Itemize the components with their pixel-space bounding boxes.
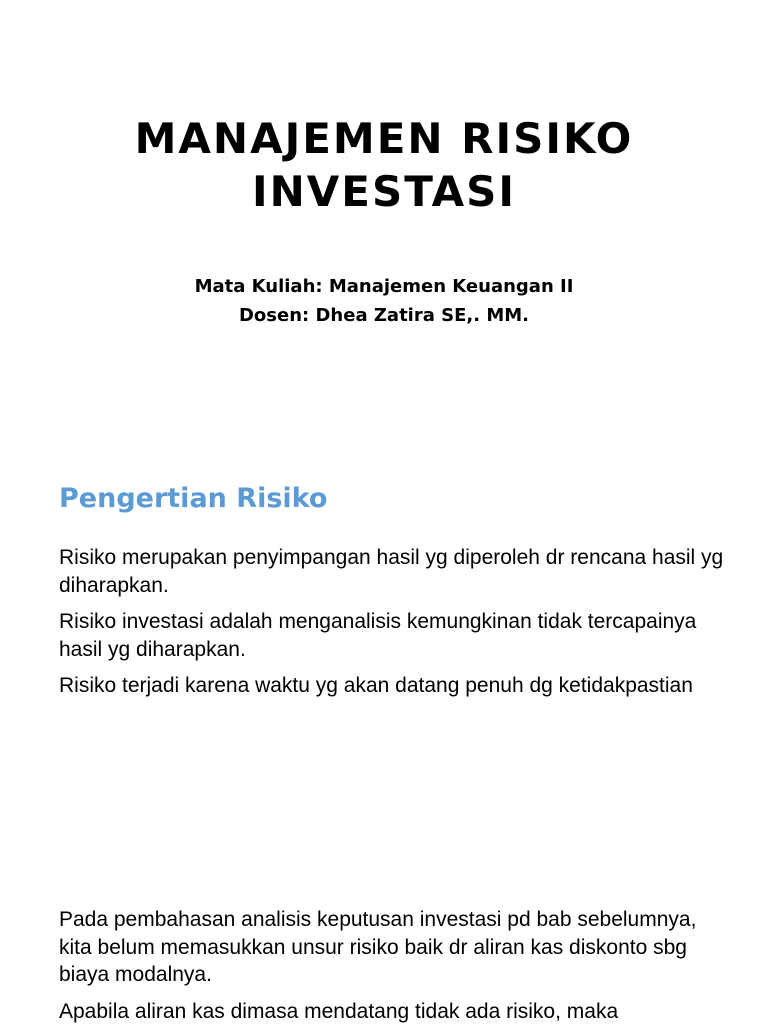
analysis-paragraph-1: Pada pembahasan analisis keputusan investasi pd bab sebelumnya, kita belum memasukkan unsur risiko baik dr aliran kas diskonto sbg biaya modalnya. [59, 908, 697, 986]
analysis-slide [0, 906, 768, 1034]
definition-paragraph-3: Risiko terjadi karena waktu yg akan datang penuh dg ketidakpastian [59, 674, 693, 697]
title-line-2: INVESTASI [252, 167, 516, 216]
title-slide [0, 112, 768, 330]
title-line-1: MANAJEMEN RISIKO [134, 114, 634, 163]
subtitle [0, 272, 768, 330]
definition-paragraph-1: Risiko merupakan penyimpangan hasil yg diperoleh dr rencana hasil yg diharapkan. [59, 546, 724, 597]
main-title [0, 112, 768, 218]
definition-slide [0, 476, 768, 709]
section-heading: Pengertian Risiko [59, 483, 328, 514]
course-name: Mata Kuliah: Manajemen Keuangan II [194, 276, 574, 297]
definition-paragraph-2: Risiko investasi adalah menganalisis kemungkinan tidak tercapainya hasil yg diharapkan. [59, 610, 697, 661]
lecturer-name: Dosen: Dhea Zatira SE,. MM. [238, 305, 529, 326]
analysis-paragraph-2: Apabila aliran kas dimasa mendatang tidak ada risiko, maka [59, 999, 619, 1023]
